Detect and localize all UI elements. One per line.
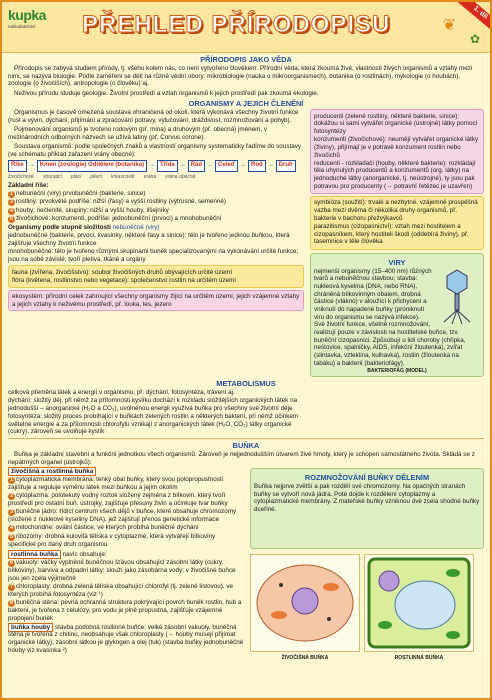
reproduction-box bbox=[250, 468, 484, 549]
fungi-cell-chip: buňka houby bbox=[8, 623, 53, 632]
plant-intro: navíc obsahuje: bbox=[62, 551, 107, 559]
kingdom-text: houby: nečlenité, skupiny: nižší a vyšší houby, lišejníky bbox=[16, 206, 169, 214]
volume-badge: 1. díl bbox=[457, 0, 492, 34]
viruses-box bbox=[310, 253, 484, 377]
taxon-kingdom: Říše bbox=[8, 160, 27, 171]
reproduction-heading: ROZMNOŽOVÁNÍ BUŇKY DĚLENÍM bbox=[304, 472, 430, 482]
groups-box bbox=[8, 265, 304, 288]
organelle-text: buněčná stěna: pevná ochranná struktura pokrývající povrch buněk rostlin, hub a bakterií, je tvořena z celulózy, pro vodu je plně propustná, zajišťuje vzájemné propojení buněk bbox=[8, 599, 242, 623]
metabolism-respiration: dýchání: složitý děj, při němž za přítomnosti kyslíku dochází k rozkladu složitějších organických látek na jednodušší – anorganické (H₂O a CO₂), uvolněnou energii využívá buňka pro všechny své životní děje bbox=[8, 397, 298, 412]
group-flora: flóra (květena, rostlinstvo nebo vegetace): společenstvo rostlin na určitém území bbox=[12, 276, 236, 284]
example-species: vrána obecná bbox=[165, 173, 196, 180]
relations-box bbox=[310, 196, 484, 250]
example-phylum: strunatci bbox=[42, 173, 62, 180]
intro-paragraph-2: Neživou přírodu studuje geologie. Životní prostředí a vztah organismů k jejich prostředí pak zkoumá ekologie. bbox=[14, 89, 319, 97]
brand-subtitle: nakladatelství bbox=[8, 24, 36, 30]
kingdom-text: rostliny: prvokvěté podříše: nižší (řasy) a vyšší rostliny (výtrusné, semenné) bbox=[16, 198, 226, 206]
kingdom-text: živočichové: konzumenti, podříše: jednobuněční (prvoci) a mnohobuněční bbox=[16, 215, 222, 223]
viruses-text: nejmenší organismy (15–400 nm) různých tvarů a nebuněčnou stavbou; stavba: nukleová kyselina (DNA, nebo RNA), chráněná bílkovinným obalem, drobná částice (vlákno) v aloužící k přichycení a vniknutí do napadené buňky (proniknutí viru do organismu se nazývá infekce). Své životní funkce, včetně rozmnožování, realizují pouze v závislosti na hostitelské buňce, tzv. buněční cizopasníci. Způsobují u lidí choroby (chřipka, neštovice, spalničky, AIDS, infekční žloutenka), zvířat (slintavka, vzteklina, kulhavka), rostlin (žloutenka na tabáku) a bakterií (bakteriofágy). bbox=[314, 267, 466, 367]
kingdom-item bbox=[8, 190, 304, 198]
number-icon: 8 bbox=[9, 600, 14, 607]
organelle-cell-wall bbox=[8, 599, 244, 622]
intro-paragraph-1: Přírodopis se zabývá studiem přírody, tj. všeho kolem nás, co není vytvořeno člověkem. Přírodní věda, která zkoumá živé, vlastnosti živých organismů a vztahy mezi nimi, se nazývá biologie. Podle zaměření se dělí na různé vědní obory: mikrobiologie (nauka o mikroorganismech), botanika (o rostlinách), mykologie (o houbách), zoologie (o živočiších), antropologie (o člověku) aj. bbox=[8, 65, 473, 88]
leaf-icon: ✿ bbox=[469, 32, 480, 46]
number-icon: 4 bbox=[9, 207, 14, 214]
taxon-family: Čeleď bbox=[215, 160, 238, 171]
example-genus: vrána bbox=[143, 173, 157, 180]
group-fauna: fauna (zvířena, živočišstvo): soubor živočišných druhů obývajících určité území bbox=[12, 268, 233, 276]
kingdom-item bbox=[8, 215, 304, 223]
organelle-vacuoles bbox=[8, 559, 244, 582]
relation-symbiosis: symbióza (soužití): trvalé a nezbytné, vzájemně prospěšná vazba mezi dvěma či několika druhy organismů, př. bakterie v bachoru přežvýkavců bbox=[314, 199, 478, 222]
example-family: krkavcovití bbox=[111, 173, 135, 180]
plant-cell-chip: rostlinná buňka bbox=[8, 550, 61, 559]
cell-intro: Buňka je základní stavební a funkční jednotkou všech organismů. Zároveň je nejjednodušším útvarem živé hmoty, který je schopen samostatného života. Skládá se z nepatrných organel (ústrojků): bbox=[8, 450, 475, 466]
plant-cell-illustration bbox=[364, 554, 474, 652]
organelle-chloroplasts bbox=[8, 583, 244, 599]
plant-cell-caption: ROSTLINNÁ BUŇKA bbox=[394, 654, 444, 661]
organisms-paragraph-1: Organismus je časově omezená soustava ohraničená od okolí, která vykonává všechny životní funkce (rust a vývin, dýchání, přijímání a zpracování potravy, vylučování, dráždivost, rozmnožování a pohyb). bbox=[8, 109, 299, 124]
example-class: ptáci bbox=[70, 173, 82, 180]
animal-cell-illustration bbox=[250, 554, 360, 652]
example-kingdom: živočichové bbox=[8, 173, 34, 180]
animal-plant-cell-chip: živočišná a rostlinná buňka bbox=[8, 467, 96, 476]
organelle-membrane bbox=[8, 476, 244, 492]
page-title: PŘEHLED PŘÍRODOPISU bbox=[82, 11, 391, 38]
taxon-order: Řád bbox=[188, 160, 205, 171]
kingdom-item bbox=[8, 207, 304, 215]
kingdoms-title: Základní říše: bbox=[8, 181, 49, 189]
cell-heading: BUŇKA bbox=[232, 440, 260, 450]
organelle-text: mitochondrie: ovální částice, ve kterých probíhá buněčné dýchání bbox=[16, 524, 199, 532]
number-icon: 5 bbox=[9, 533, 14, 540]
kingdom-item bbox=[8, 198, 304, 206]
ecosystem-box: ekosystém: přírodní celek zahrnující všechny organismy žijící na určitém území, jejich vzájemné vztahy a jejich vztahy k neživému prostředí, př. louka, les, jezero bbox=[8, 290, 304, 311]
publisher-logo bbox=[8, 7, 56, 30]
ecology-consumers: konzumenti (živočichové): neumějí vytvářet organické látky (živiny), přijímají je v potravě konzument rostlin nebo živočichů bbox=[314, 136, 479, 159]
organelle-text: ribozómy: drobná kulovitá tělíska v cytoplazmě, která vytvářejí bílkoviny specifické pro daný druh organismu bbox=[8, 532, 216, 548]
taxon-genus: Rod bbox=[248, 160, 266, 171]
ecology-reducers: reducenti - rozkladači (houby, některé bakterie): rozkládají těla uhynulých producentů a konzumentů (org. látky) na jednoduché látky (anorganické, tj. neústrojné), ty jsou pak potravou pro producenty (→ potravní řetězec je uzavřen) bbox=[314, 159, 476, 190]
cell-illustrations bbox=[250, 554, 484, 661]
organelle-text: cytoplazma: polotekutý vodný roztok složený zejména z bílkovin, který tvoří prostředí pro ostatní buň. ústrojky, zajišťuje přesuny živin a účinkuje tvar buňky bbox=[8, 492, 228, 508]
metabolism-photosynthesis: fotosyntéza: složitý proces probíhající v buňkách zelených rostlin a některých bakterií, při němž účinkem světelné energie a za přítomnosti chlorofylu vznikají z anorganických látek (H₂O, CO₂) látky organické (cukry), zároveň se uvolňuje kyslík bbox=[8, 412, 299, 436]
metabolism-definition: celková přeměna látek a energií v organismu, př. dýchání, fotosyntéza, trávení aj. bbox=[8, 388, 235, 396]
organelle-nucleus bbox=[8, 508, 244, 524]
kingdom-text: nebuněční (viry) prvobuněční (bakterie, sinice) bbox=[16, 189, 146, 197]
organelle-text: buněčné jádro: řídící centrum všech dějů v buňce, které obsahuje chromozómy (složené z nukleové kyseliny DNA), jež zajišťují přenos genetické informace bbox=[8, 508, 237, 524]
taxonomy-chain: Říše → Kmen (zoologie) Oddělení (botanika) → Třída → Řád → Čeleď → Rod → Druh bbox=[8, 160, 304, 171]
number-icon: 7 bbox=[9, 584, 14, 591]
taxonomy-example-chain bbox=[8, 174, 304, 180]
level-acellular: nebuněčné (viry) bbox=[112, 223, 160, 231]
intro-heading: PŘÍRODOPIS JAKO VĚDA bbox=[200, 55, 292, 64]
taxon-phylum: Kmen (zoologie) Oddělení (botanika) bbox=[37, 160, 147, 171]
number-icon: 3 bbox=[9, 199, 14, 206]
organisms-paragraph-2: Pojmenování organismů je tvořeno rodovým (př. mina) a druhovým (př. obecná) jménem, v mezinárodních odborných názvech se užívá latiny (př. Corvus corone). bbox=[8, 126, 268, 141]
taxon-species: Druh bbox=[276, 160, 296, 171]
header bbox=[2, 2, 490, 53]
bacteriophage-caption: BAKTERIOFÁG (MODEL) bbox=[367, 367, 427, 374]
organelle-mitochondria bbox=[8, 524, 244, 532]
ecology-producers: producenti (zelené rostliny, některé bakterie, sinice): dokážou si sami vytvářet organické (ústrojné) látky pomocí fotosyntézy bbox=[314, 112, 478, 136]
organelle-text: vakuoly: váčky vyplněné buněčnou šťávou obsahující zásobní látky (cukry, bílkoviny), barviva a odpadní látky; slouží jako zásobárna vody; v živočišné buňce jsou jen zcela výjimečně bbox=[8, 559, 236, 582]
number-icon: 1 bbox=[9, 190, 14, 197]
level-multicellular: mnohobuněčné: tělo je tvořeno různými skupinami buněk specializovanými na vykonávání určité funkce; jsou na sobě závislé; tvoří pletiva, tkáně a orgány bbox=[8, 247, 299, 263]
organelle-ribosomes bbox=[8, 533, 244, 549]
organelle-cytoplasm bbox=[8, 492, 244, 508]
brand-name: kupka bbox=[8, 7, 46, 23]
metabolism-heading: METABOLISMUS bbox=[216, 378, 276, 388]
viruses-heading: VIRY bbox=[388, 257, 406, 267]
number-icon: 2 bbox=[9, 493, 14, 500]
relation-parasitism: parazitismus (cizopasnictví): vztah mezi hostitelem a cizopasníkem, který hostiteli škodí (oddebírá živiny), př. tasemnice v těle člověka bbox=[314, 222, 469, 246]
divider bbox=[8, 438, 484, 439]
ecology-box bbox=[310, 109, 484, 194]
example-order: pěvci bbox=[90, 173, 103, 180]
organisms-heading: ORGANISMY A JEJICH ČLENĚNÍ bbox=[188, 99, 304, 109]
organelle-text: cytoplazmatická membrána: tenký obal buňky, který svou polopropustností zajišťuje a reguluje výměnu látek mezi buňkou a jejím okolím bbox=[8, 475, 224, 491]
number-icon: 4 bbox=[9, 525, 14, 532]
level-unicellular: jednobuněčné (bakterie, prvoci, kvasinky, některé řasy a sinice): tělo je tvořeno jedinou buňkou, která zajišťuje všechny životní funkce bbox=[8, 232, 290, 247]
reproduction-text: Buňka nejprve zvětší a pak rozdělí své chromozomy. Na opačných stranách buňky se vytvoří nová jádra. Poté dojde k rozdělení cytoplazmy a cytoplazmatické membrány. Z mateřské buňky vzniknou dvě zcela shodné buňky dceřiné. bbox=[254, 482, 480, 513]
number-icon: 5 bbox=[9, 216, 14, 223]
taxon-class: Třída bbox=[157, 160, 178, 171]
number-icon: 6 bbox=[9, 560, 14, 567]
number-icon: 3 bbox=[9, 509, 14, 516]
animal-cell-caption: ŽIVOČIŠNÁ BUŇKA bbox=[281, 654, 329, 661]
fungi-text: stavba podobná rostlinné buňce: velké zásobní vakuoly, buněčná stěna je tvořena z chitinu, neobsahuje však chloroplasty (→ houby musejí přijímat organické látky), zásobní látkou je glykogen a olej (tuk) (stavba buňky jednobuněčné houby viz kvasinka ²) bbox=[8, 623, 244, 654]
number-icon: 1 bbox=[9, 476, 14, 483]
levels-title: Organismy podle stupně složitosti bbox=[8, 223, 111, 231]
butterfly-icon: ❦ bbox=[442, 17, 456, 34]
organelle-text: chloroplasty: drobná zelená tělíska obsahující chlorofyl (tj. zelené listovou), ve kterých probíhá fotosyntéza (viz ¹) bbox=[8, 583, 234, 599]
bacteriophage-illustration bbox=[434, 268, 480, 326]
organisms-paragraph-3: Soustava organismů: podle společných znaků a vlastností organismy systematicky řadíme do soustavy (ve schématu příklad zařazení vrány obecné): bbox=[8, 142, 301, 158]
